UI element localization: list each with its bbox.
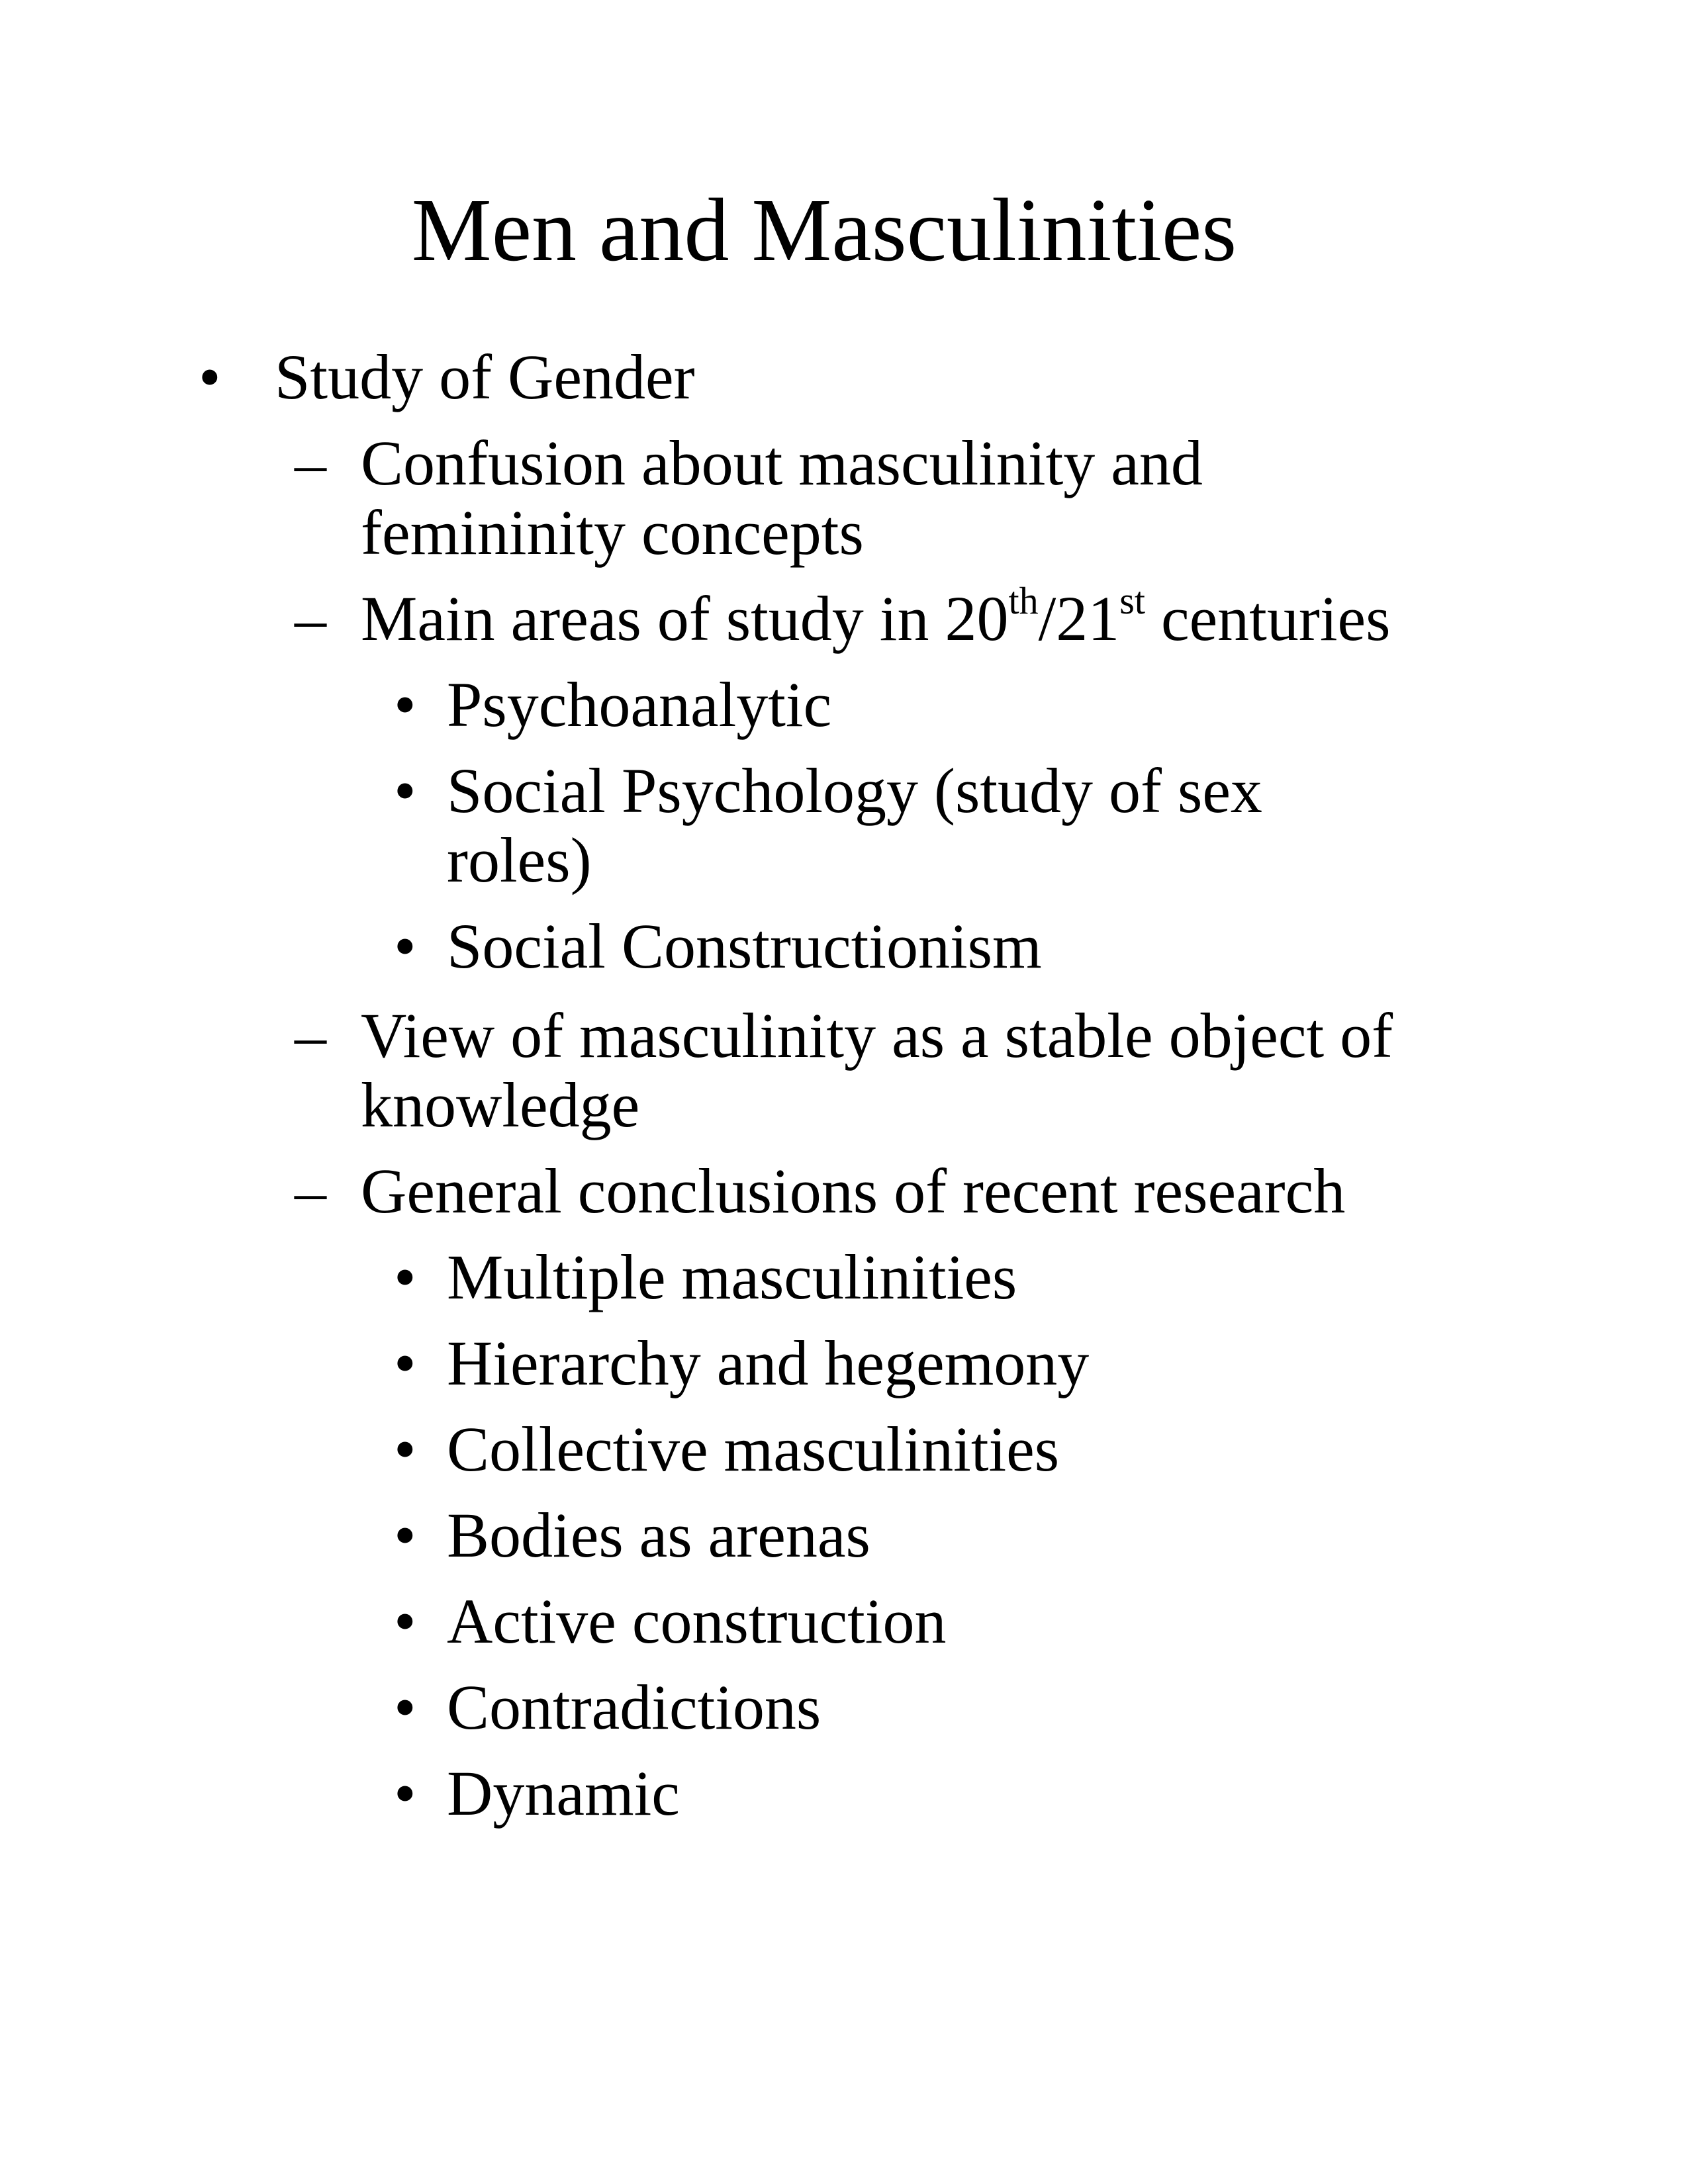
dash-marker: – [295, 1156, 326, 1226]
main-areas-sup-st: st [1119, 579, 1145, 622]
bullet-marker: • [394, 1586, 416, 1657]
bullet-marker: • [394, 669, 416, 740]
bullet-marker: • [394, 911, 416, 981]
bullet-marker: • [394, 755, 416, 826]
dash-marker: – [295, 1000, 326, 1071]
bullet-marker: • [394, 1328, 416, 1398]
conclusion-hierarchy-hegemony: Hierarchy and hegemony [447, 1328, 1090, 1398]
conclusion-multiple-masculinities: Multiple masculinities [447, 1242, 1017, 1312]
bullet-marker: • [394, 1672, 416, 1743]
page-title: Men and Masculinities [411, 181, 1237, 280]
study-area-social-psychology-line-2: roles) [447, 825, 592, 895]
dash-marker: – [295, 428, 326, 498]
bullet-marker: • [394, 1414, 416, 1484]
confusion-line-2: femininity concepts [361, 497, 864, 568]
study-area-social-constructionism: Social Constructionism [447, 911, 1042, 981]
view-line-2: knowledge [361, 1069, 640, 1140]
conclusion-active-construction: Active construction [447, 1586, 947, 1657]
main-areas-mid: /21 [1038, 583, 1120, 654]
bullet-marker: • [199, 341, 221, 412]
bullet-marker: • [394, 1758, 416, 1829]
main-areas-sup-th: th [1008, 579, 1039, 622]
confusion-line-1: Confusion about masculinity and [361, 428, 1203, 498]
study-area-psychoanalytic: Psychoanalytic [447, 669, 832, 740]
bullet-marker: • [394, 1500, 416, 1570]
view-line-1: View of masculinity as a stable object of [361, 1000, 1393, 1071]
bullet-marker: • [394, 1242, 416, 1312]
study-area-social-psychology-line-1: Social Psychology (study of sex [447, 755, 1262, 826]
dash-marker: – [295, 583, 326, 654]
conclusion-collective-masculinities: Collective masculinities [447, 1414, 1060, 1484]
conclusion-contradictions: Contradictions [447, 1672, 821, 1743]
main-areas-suffix: centuries [1145, 583, 1391, 654]
level1-study-of-gender: Study of Gender [275, 341, 695, 412]
conclusion-dynamic: Dynamic [447, 1758, 680, 1829]
main-areas-line [361, 579, 1391, 655]
general-conclusions: General conclusions of recent research [361, 1156, 1346, 1226]
main-areas-prefix: Main areas of study in 20 [361, 583, 1009, 654]
conclusion-bodies-as-arenas: Bodies as arenas [447, 1500, 870, 1570]
